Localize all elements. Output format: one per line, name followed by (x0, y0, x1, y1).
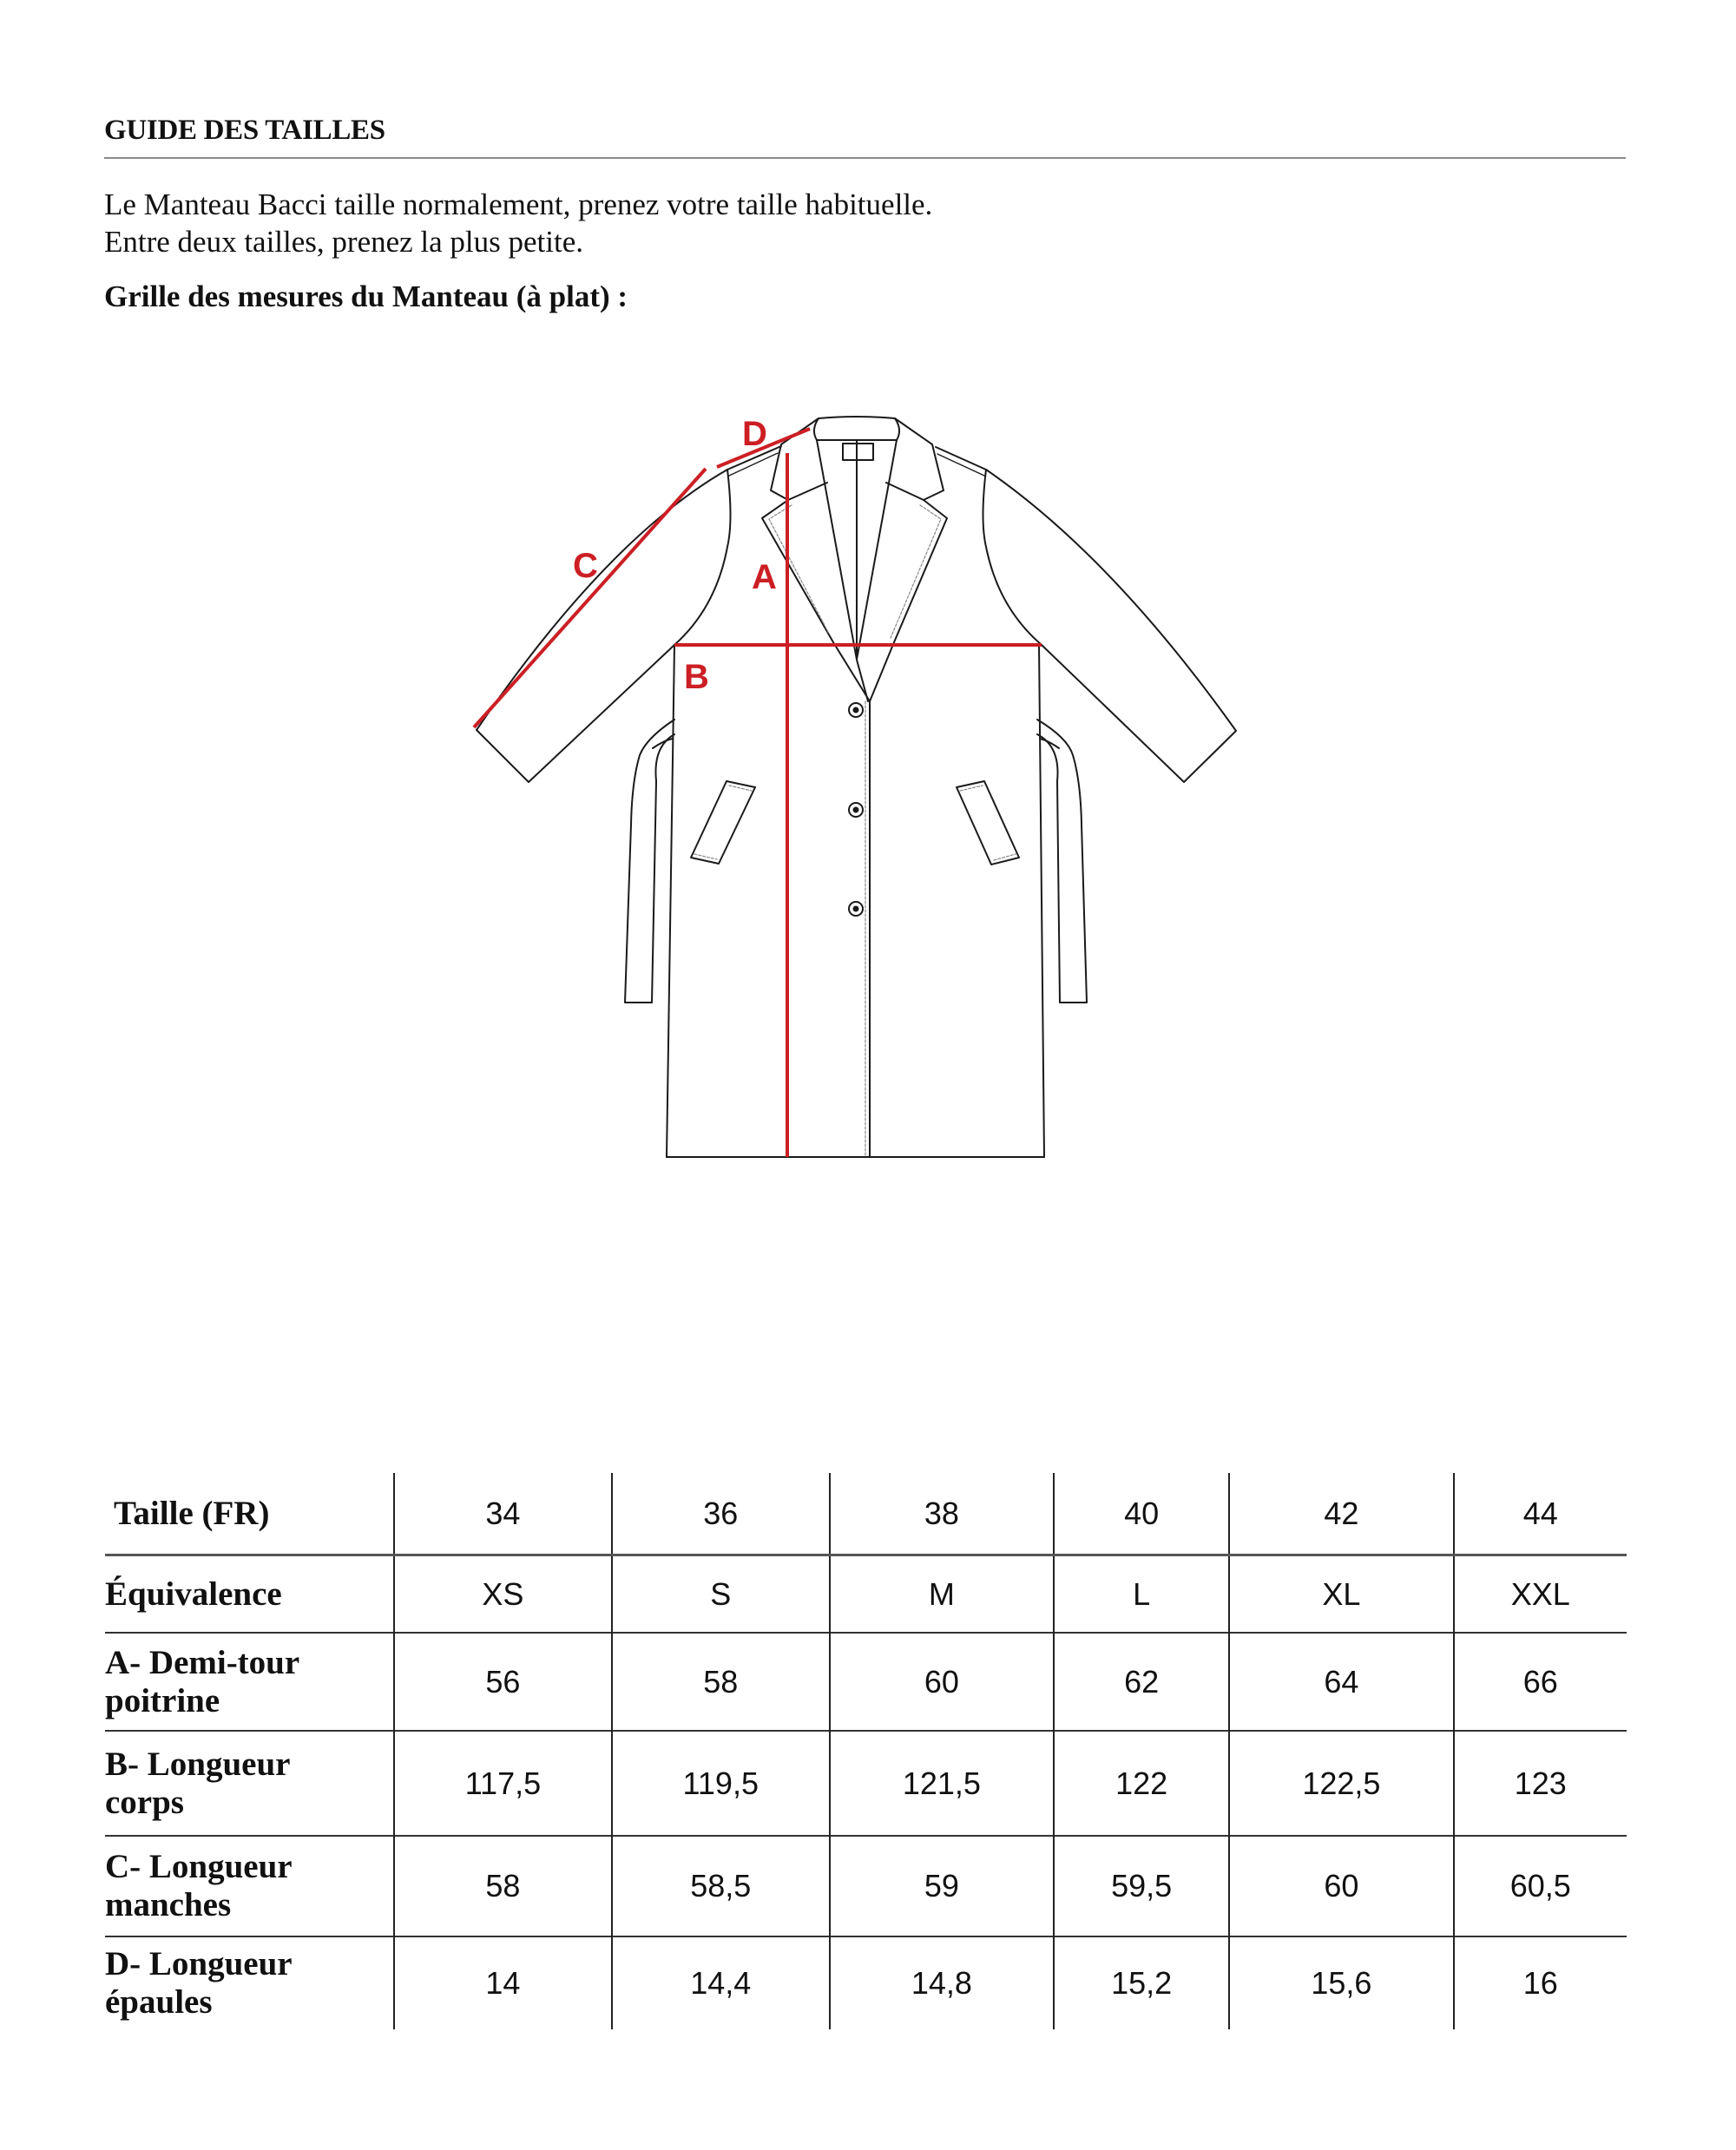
row-label-line: Taille (FR) (114, 1494, 270, 1532)
table-row (105, 1473, 1627, 1555)
intro-line: Entre deux tailles, prenez la plus petite. (104, 225, 584, 259)
table-cell: 60 (1229, 1836, 1453, 1936)
table-cell: 62 (1054, 1633, 1229, 1731)
right-belt (1037, 720, 1087, 1003)
size-table (105, 1473, 1627, 2029)
left-lapel-stitch (769, 505, 829, 634)
table-cell: 40 (1054, 1473, 1229, 1555)
row-label-line: D- Longueur (105, 1945, 293, 1982)
button (849, 703, 863, 717)
table-cell: 58 (394, 1836, 612, 1936)
table-cell: 60,5 (1454, 1836, 1627, 1936)
table-cell: 56 (394, 1633, 612, 1731)
table-cell: 117,5 (394, 1731, 612, 1836)
table-row (105, 1936, 1627, 2029)
intro-line: Le Manteau Bacci taille normalement, prenez votre taille habituelle. (104, 187, 933, 221)
table-cell: XL (1229, 1555, 1453, 1634)
table-cell: 44 (1454, 1473, 1627, 1555)
right-collar (886, 418, 944, 500)
row-label (105, 1836, 394, 1936)
row-label-line: B- Longueur (105, 1745, 291, 1783)
row-label-line: corps (105, 1783, 184, 1821)
right-lapel (870, 500, 947, 701)
table-cell: 59,5 (1054, 1836, 1229, 1936)
row-label-line: poitrine (105, 1681, 220, 1719)
table-cell: S (612, 1555, 830, 1634)
table-row (105, 1836, 1627, 1936)
row-label (105, 1633, 394, 1731)
table-row (105, 1633, 1627, 1731)
neckline-right (857, 440, 897, 701)
table-cell: 123 (1454, 1731, 1627, 1836)
label-c: C (573, 547, 598, 585)
row-label-line: C- Longueur (105, 1848, 293, 1885)
table-cell: 119,5 (612, 1731, 830, 1836)
table-cell: 42 (1229, 1473, 1453, 1555)
button (849, 803, 863, 817)
table-cell: XS (394, 1555, 612, 1634)
left-belt-fold (653, 739, 673, 748)
measure-line-c (474, 469, 706, 727)
table-cell: XXL (1454, 1555, 1627, 1634)
neckline-left (817, 440, 857, 660)
label-d: D (742, 415, 767, 453)
neck-label (843, 444, 873, 460)
table-cell: 60 (830, 1633, 1054, 1731)
right-armhole (983, 470, 1042, 645)
left-pocket-stitch (694, 786, 752, 859)
row-label-line: manches (105, 1886, 232, 1923)
table-cell: 14,4 (612, 1936, 830, 2029)
right-pocket (957, 781, 1019, 865)
left-belt (625, 720, 674, 1003)
left-pocket (691, 781, 755, 864)
table-cell: 38 (830, 1473, 1054, 1555)
table-cell: 122 (1054, 1731, 1229, 1836)
table-cell: 36 (612, 1473, 830, 1555)
table-cell: 64 (1229, 1633, 1453, 1731)
collar-band (814, 417, 899, 440)
table-row (105, 1731, 1627, 1836)
left-collar (771, 418, 827, 500)
label-b: B (684, 658, 709, 696)
table-cell: 66 (1454, 1633, 1627, 1731)
table-cell: 14 (394, 1936, 612, 2029)
page-title: GUIDE DES TAILLES (104, 115, 385, 146)
table-cell: 14,8 (830, 1936, 1054, 2029)
table-row (105, 1555, 1627, 1634)
row-label-line: A- Demi-tour (105, 1643, 300, 1681)
button (849, 902, 863, 916)
row-label (105, 1731, 394, 1836)
measurements-subtitle: Grille des mesures du Manteau (à plat) : (104, 279, 628, 313)
right-pocket-stitch (960, 786, 1016, 860)
table-cell: 34 (394, 1473, 612, 1555)
right-shoulder-seam (936, 447, 986, 470)
table-cell: 58,5 (612, 1836, 830, 1936)
table-cell: 15,2 (1054, 1936, 1229, 2029)
table-cell: 59 (830, 1836, 1054, 1936)
table-cell: L (1054, 1555, 1229, 1634)
left-lapel (762, 500, 870, 701)
table-cell: 121,5 (830, 1731, 1054, 1836)
label-a: A (752, 558, 777, 596)
left-shoulder-seam-inner (729, 453, 778, 476)
table-cell: 122,5 (1229, 1731, 1453, 1836)
row-label-line: épaules (105, 1983, 213, 2021)
row-label (105, 1936, 394, 2029)
row-label (105, 1555, 394, 1634)
row-label-line: Équivalence (105, 1575, 282, 1613)
row-label (105, 1473, 394, 1555)
table-cell: M (830, 1555, 1054, 1634)
left-sleeve (477, 470, 727, 782)
table-cell: 58 (612, 1633, 830, 1731)
table-cell: 16 (1454, 1936, 1627, 2029)
right-lapel-stitch (891, 505, 941, 638)
table-cell: 15,6 (1229, 1936, 1453, 2029)
